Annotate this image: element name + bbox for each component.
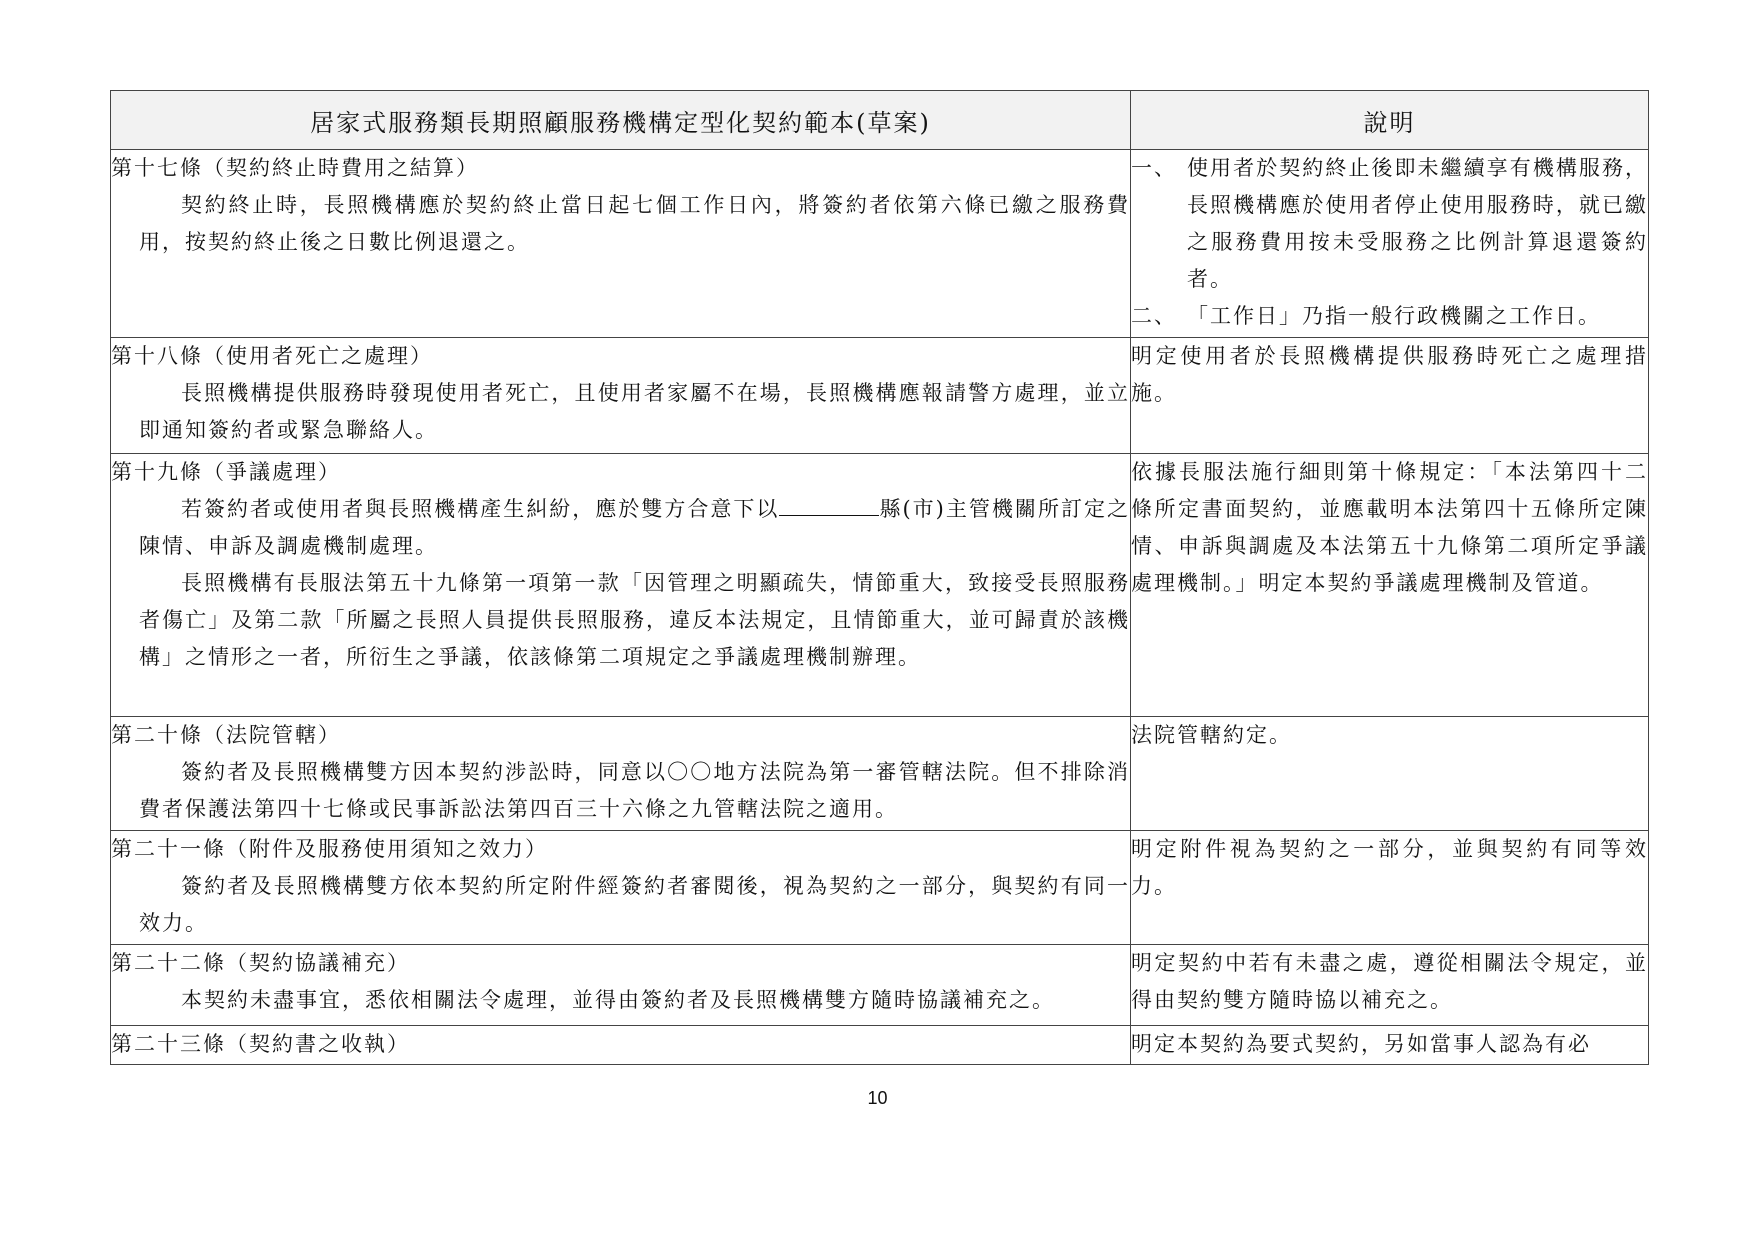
fill-in-blank[interactable] bbox=[779, 493, 879, 516]
article-title: 第十八條（使用者死亡之處理） bbox=[111, 344, 433, 368]
article-cell bbox=[111, 338, 1131, 454]
explanation-text: 明定本契約為要式契約，另如當事人認為有必 bbox=[1131, 1026, 1649, 1065]
article-paragraph: 長照機構提供服務時發現使用者死亡，且使用者家屬不在場，長照機構應報請警方處理，並立即通知簽約者或緊急聯絡人。 bbox=[139, 381, 1130, 442]
paragraph-text: 若簽約者或使用者與長照機構產生糾紛，應於雙方合意下以 bbox=[181, 497, 780, 521]
list-number: 二、 bbox=[1131, 304, 1177, 328]
article-cell bbox=[111, 717, 1131, 831]
explanation-text: 明定附件視為契約之一部分，並與契約有同等效力。 bbox=[1131, 831, 1649, 945]
page-number: 10 bbox=[867, 1088, 888, 1108]
article-cell bbox=[111, 1026, 1131, 1065]
article-paragraph: 簽約者及長照機構雙方因本契約涉訟時，同意以〇〇地方法院為第一審管轄法院。但不排除消費者保護法第四十七條或民事訴訟法第四百三十六條之九管轄法院之適用。 bbox=[139, 760, 1130, 821]
table-row-article-22 bbox=[111, 945, 1649, 1026]
explanation-text: 明定使用者於長照機構提供服務時死亡之處理措施。 bbox=[1131, 338, 1649, 454]
table-row-article-19 bbox=[111, 454, 1649, 717]
article-title: 第十七條（契約終止時費用之結算） bbox=[111, 156, 479, 180]
article-cell bbox=[111, 831, 1131, 945]
paragraph-text: 縣(市)主管機關所訂定之陳情、申訴及調處機制處理。 bbox=[139, 497, 1130, 558]
table-row-article-21 bbox=[111, 831, 1649, 945]
article-paragraph: 本契約未盡事宜，悉依相關法令處理，並得由簽約者及長照機構雙方隨時協議補充之。 bbox=[181, 988, 1055, 1012]
explanation-list-item bbox=[1131, 150, 1648, 298]
article-cell bbox=[111, 454, 1131, 717]
article-cell bbox=[111, 945, 1131, 1026]
article-paragraph: 簽約者及長照機構雙方依本契約所定附件經簽約者審閱後，視為契約之一部分，與契約有同一效力。 bbox=[139, 874, 1130, 935]
header-explanation-title: 說明 bbox=[1131, 91, 1649, 150]
explanation-text: 依據長服法施行細則第十條規定：「本法第四十二條所定書面契約，並應載明本法第四十五條所定陳情、申訴與調處及本法第五十九條第二項所定爭議處理機制。」明定本契約爭議處理機制及管道。 bbox=[1131, 454, 1649, 717]
list-text: 使用者於契約終止後即未繼續享有機構服務，長照機構應於使用者停止使用服務時，就已繳之服務費用按未受服務之比例計算退還簽約者。 bbox=[1187, 156, 1648, 291]
table-row-article-17 bbox=[111, 150, 1649, 338]
explanation-text: 法院管轄約定。 bbox=[1131, 717, 1649, 831]
article-paragraph: 契約終止時，長照機構應於契約終止當日起七個工作日內，將簽約者依第六條已繳之服務費用，按契約終止後之日數比例退還之。 bbox=[139, 193, 1130, 254]
table-row-article-20 bbox=[111, 717, 1649, 831]
explanation-list-item bbox=[1131, 298, 1648, 335]
header-contract-title: 居家式服務類長期照顧服務機構定型化契約範本(草案) bbox=[111, 91, 1131, 150]
article-paragraph: 長照機構有長服法第五十九條第一項第一款「因管理之明顯疏失，情節重大，致接受長照服務者傷亡」及第二款「所屬之長照人員提供長照服務，違反本法規定，且情節重大，並可歸責於該機構」之情形之一者，所衍生之爭議，依該條第二項規定之爭議處理機制辦理。 bbox=[139, 571, 1130, 669]
article-paragraph bbox=[111, 491, 1130, 565]
article-title: 第二十條（法院管轄） bbox=[111, 723, 341, 747]
table-header-row bbox=[111, 91, 1649, 150]
article-title: 第十九條（爭議處理） bbox=[111, 460, 341, 484]
explanation-cell bbox=[1131, 150, 1649, 338]
explanation-text: 明定契約中若有未盡之處，遵從相關法令規定，並得由契約雙方隨時協以補充之。 bbox=[1131, 945, 1649, 1026]
table-row-article-23 bbox=[111, 1026, 1649, 1065]
contract-comparison-table bbox=[110, 90, 1649, 1065]
article-title: 第二十一條（附件及服務使用須知之效力） bbox=[111, 837, 548, 861]
list-number: 一、 bbox=[1131, 156, 1177, 180]
list-text: 「工作日」乃指一般行政機關之工作日。 bbox=[1187, 304, 1601, 328]
table-row-article-18 bbox=[111, 338, 1649, 454]
article-title: 第二十三條（契約書之收執） bbox=[111, 1032, 410, 1056]
article-title: 第二十二條（契約協議補充） bbox=[111, 951, 410, 975]
article-cell bbox=[111, 150, 1131, 338]
